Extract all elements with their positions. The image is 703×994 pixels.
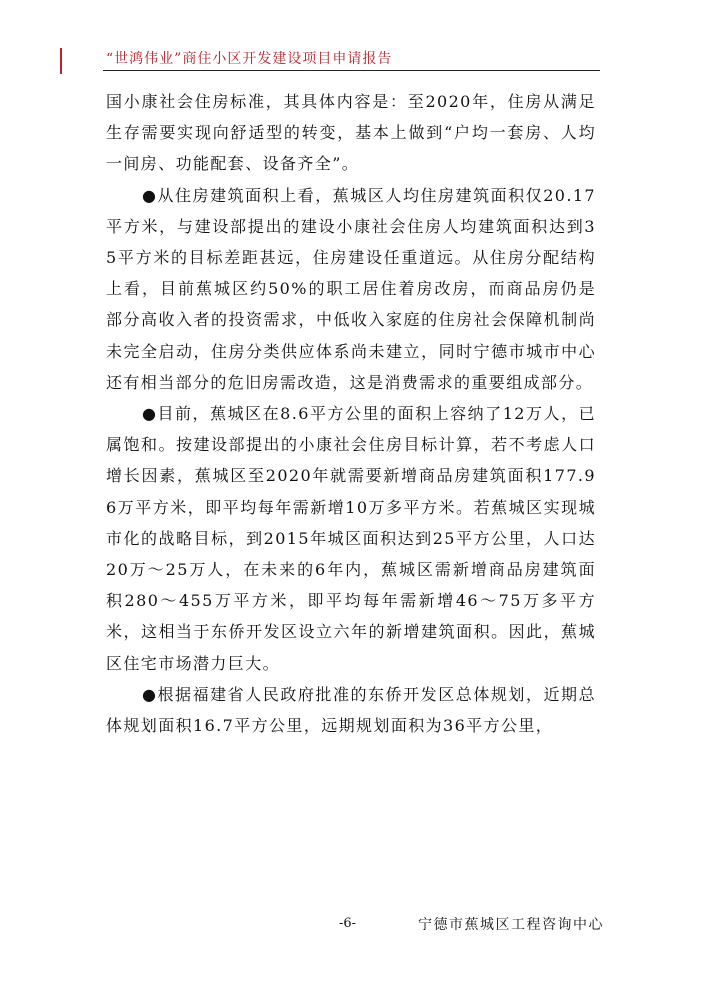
footer-organization: 宁德市蕉城区工程咨询中心 (418, 917, 604, 933)
paragraph-4: ●根据福建省人民政府批准的东侨开发区总体规划，近期总体规划面积16.7平方公里，远期规划面积为36平方公里， (106, 684, 596, 736)
paragraph-1: 国小康社会住房标准，其具体内容是：至2020年，住房从满足生存需要实现向舒适型的转变，基本上做到“户均一套房、人均一间房、功能配套、设备齐全”。 (106, 92, 596, 174)
page-number: -6- (339, 916, 357, 931)
paragraph-3: ●目前，蕉城区在8.6平方公里的面积上容纳了12万人，已属饱和。按建设部提出的小康社会住房目标计算，若不考虑人口增长因素，蕉城区至2020年就需要新增商品房建筑面积177.96万平方米，即平均每年需新增10万多平方米。若蕉城区实现城市化的战略目标，到2015年城区面积达到25平方公里，人口达20万～25万人，在未来的6年内，蕉城区需新增商品房建筑面积280～455万平方米，即平均每年需新增46～75万多平方米，这相当于东侨开发区设立六年的新增建筑面积。因此，蕉城区住宅市场潜力巨大。 (106, 404, 596, 673)
header-title: “世鸿伟业”商住小区开发建设项目申请报告 (106, 51, 393, 67)
margin-mark (60, 48, 62, 74)
paragraph-2: ●从住房建筑面积上看，蕉城区人均住房建筑面积仅20.17平方米，与建设部提出的建设小康社会住房人均建筑面积达到35平方米的目标差距甚远，住房建设任重道远。从住房分配结构上看，目前蕉城区约50%的职工居住着房改房，而商品房仍是部分高收入者的投资需求，中低收入家庭的住房社会保障机制尚未完全启动，住房分类供应体系尚未建立，同时宁德市城市中心还有相当部分的危旧房需改造，这是消费需求的重要组成部分。 (106, 185, 596, 392)
document-body (106, 86, 596, 741)
header-rule (103, 70, 600, 71)
